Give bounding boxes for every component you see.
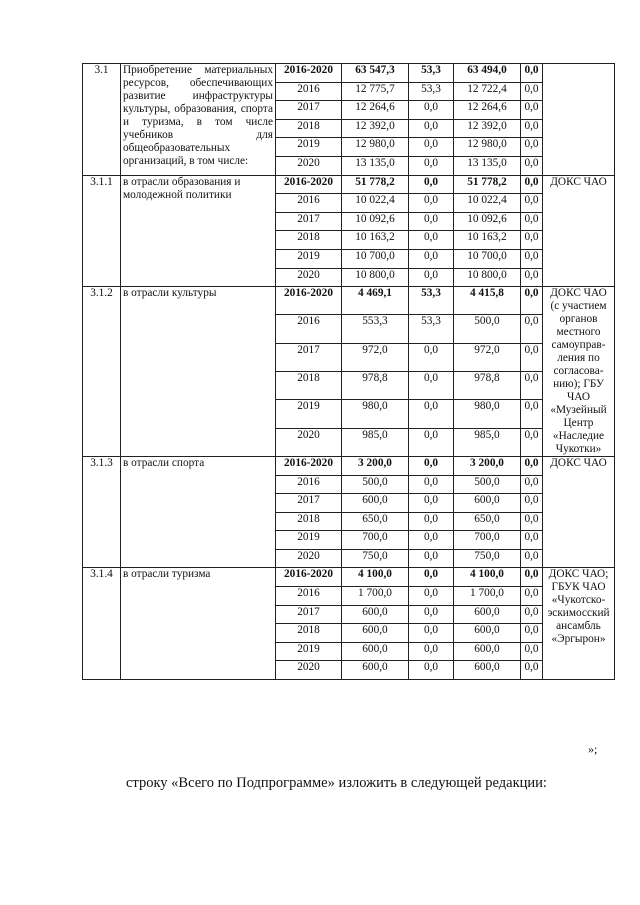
section-name: в отрасли туризма xyxy=(121,568,276,680)
federal-cell: 0,0 xyxy=(409,249,454,268)
other-cell: 0,0 xyxy=(521,494,543,513)
other-cell: 0,0 xyxy=(521,549,543,568)
regional-cell: 10 800,0 xyxy=(454,268,521,287)
closing-quote: »; xyxy=(588,742,598,756)
federal-cell: 0,0 xyxy=(409,138,454,157)
regional-cell: 12 722,4 xyxy=(454,82,521,101)
total-cell: 12 264,6 xyxy=(342,101,409,120)
regional-cell: 972,0 xyxy=(454,343,521,371)
total-cell: 600,0 xyxy=(342,624,409,643)
total-cell: 10 800,0 xyxy=(342,268,409,287)
year-cell: 2020 xyxy=(276,268,342,287)
table-row xyxy=(83,456,615,475)
total-cell: 600,0 xyxy=(342,494,409,513)
total-cell: 3 200,0 xyxy=(342,456,409,475)
regional-cell: 700,0 xyxy=(454,531,521,550)
regional-cell: 12 980,0 xyxy=(454,138,521,157)
other-cell: 0,0 xyxy=(521,400,543,428)
regional-cell: 4 415,8 xyxy=(454,287,521,315)
regional-cell: 750,0 xyxy=(454,549,521,568)
year-cell: 2016 xyxy=(276,194,342,213)
other-cell: 0,0 xyxy=(521,268,543,287)
other-cell: 0,0 xyxy=(521,605,543,624)
regional-cell: 10 163,2 xyxy=(454,231,521,250)
other-cell: 0,0 xyxy=(521,175,543,194)
total-cell: 4 469,1 xyxy=(342,287,409,315)
other-cell: 0,0 xyxy=(521,287,543,315)
total-cell: 51 778,2 xyxy=(342,175,409,194)
year-cell: 2020 xyxy=(276,428,342,456)
federal-cell: 0,0 xyxy=(409,268,454,287)
federal-cell: 0,0 xyxy=(409,101,454,120)
federal-cell: 53,3 xyxy=(409,287,454,315)
total-cell: 12 392,0 xyxy=(342,119,409,138)
section-number: 3.1.3 xyxy=(83,456,121,568)
regional-cell: 1 700,0 xyxy=(454,587,521,606)
total-cell: 600,0 xyxy=(342,642,409,661)
other-cell: 0,0 xyxy=(521,568,543,587)
other-cell: 0,0 xyxy=(521,82,543,101)
year-cell: 2017 xyxy=(276,212,342,231)
federal-cell: 0,0 xyxy=(409,531,454,550)
year-cell: 2020 xyxy=(276,661,342,680)
section-number: 3.1 xyxy=(83,64,121,176)
other-cell: 0,0 xyxy=(521,119,543,138)
table-row xyxy=(83,64,615,83)
other-cell: 0,0 xyxy=(521,231,543,250)
section-name: Приобретение материальных ресурсов, обеспечивающих развитие инфраструктуры культуры, образования, спорта и туризма, в том числе учебников для общеобразовательных организаций, в том числе: xyxy=(121,64,276,176)
federal-cell: 0,0 xyxy=(409,494,454,513)
year-cell: 2017 xyxy=(276,343,342,371)
budget-table xyxy=(82,63,615,680)
total-cell: 980,0 xyxy=(342,400,409,428)
federal-cell: 0,0 xyxy=(409,372,454,400)
regional-cell: 12 264,6 xyxy=(454,101,521,120)
regional-cell: 10 092,6 xyxy=(454,212,521,231)
regional-cell: 650,0 xyxy=(454,512,521,531)
other-cell: 0,0 xyxy=(521,428,543,456)
federal-cell: 0,0 xyxy=(409,549,454,568)
other-cell: 0,0 xyxy=(521,138,543,157)
other-cell: 0,0 xyxy=(521,512,543,531)
executor-cell: ДОКС ЧАО xyxy=(543,456,615,568)
executor-cell: ДОКС ЧАО; ГБУК ЧАО «Чукотско-эскимосский ансамбль «Эргырон» xyxy=(543,568,615,680)
federal-cell: 0,0 xyxy=(409,475,454,494)
federal-cell: 0,0 xyxy=(409,400,454,428)
federal-cell: 0,0 xyxy=(409,156,454,175)
section-number: 3.1.4 xyxy=(83,568,121,680)
year-cell: 2016 xyxy=(276,475,342,494)
other-cell: 0,0 xyxy=(521,372,543,400)
executor-cell xyxy=(543,64,615,176)
total-cell: 1 700,0 xyxy=(342,587,409,606)
total-cell: 600,0 xyxy=(342,661,409,680)
year-cell: 2018 xyxy=(276,624,342,643)
total-cell: 500,0 xyxy=(342,475,409,494)
executor-cell: ДОКС ЧАО xyxy=(543,175,615,287)
regional-cell: 600,0 xyxy=(454,494,521,513)
federal-cell: 0,0 xyxy=(409,194,454,213)
year-cell: 2018 xyxy=(276,512,342,531)
total-cell: 985,0 xyxy=(342,428,409,456)
year-cell: 2018 xyxy=(276,231,342,250)
regional-cell: 63 494,0 xyxy=(454,64,521,83)
federal-cell: 0,0 xyxy=(409,605,454,624)
other-cell: 0,0 xyxy=(521,315,543,343)
regional-cell: 600,0 xyxy=(454,642,521,661)
year-cell: 2016-2020 xyxy=(276,175,342,194)
federal-cell: 0,0 xyxy=(409,642,454,661)
year-cell: 2020 xyxy=(276,156,342,175)
total-cell: 10 092,6 xyxy=(342,212,409,231)
federal-cell: 0,0 xyxy=(409,456,454,475)
regional-cell: 600,0 xyxy=(454,605,521,624)
year-cell: 2019 xyxy=(276,249,342,268)
total-cell: 10 163,2 xyxy=(342,231,409,250)
year-cell: 2017 xyxy=(276,101,342,120)
regional-cell: 985,0 xyxy=(454,428,521,456)
other-cell: 0,0 xyxy=(521,212,543,231)
table-row xyxy=(83,568,615,587)
federal-cell: 53,3 xyxy=(409,315,454,343)
other-cell: 0,0 xyxy=(521,642,543,661)
federal-cell: 0,0 xyxy=(409,568,454,587)
other-cell: 0,0 xyxy=(521,531,543,550)
other-cell: 0,0 xyxy=(521,64,543,83)
federal-cell: 0,0 xyxy=(409,212,454,231)
year-cell: 2017 xyxy=(276,494,342,513)
section-number: 3.1.2 xyxy=(83,287,121,457)
federal-cell: 0,0 xyxy=(409,343,454,371)
regional-cell: 10 700,0 xyxy=(454,249,521,268)
federal-cell: 0,0 xyxy=(409,624,454,643)
total-cell: 12 775,7 xyxy=(342,82,409,101)
total-cell: 972,0 xyxy=(342,343,409,371)
section-name: в отрасли спорта xyxy=(121,456,276,568)
federal-cell: 0,0 xyxy=(409,512,454,531)
total-cell: 63 547,3 xyxy=(342,64,409,83)
year-cell: 2018 xyxy=(276,372,342,400)
federal-cell: 0,0 xyxy=(409,428,454,456)
total-cell: 553,3 xyxy=(342,315,409,343)
year-cell: 2016 xyxy=(276,587,342,606)
federal-cell: 0,0 xyxy=(409,175,454,194)
federal-cell: 0,0 xyxy=(409,661,454,680)
other-cell: 0,0 xyxy=(521,343,543,371)
other-cell: 0,0 xyxy=(521,156,543,175)
executor-cell: ДОКС ЧАО (с участием органов местного самоуправ-ления по согласова-нию); ГБУ ЧАО «Музейный Центр «Наследие Чукотки» xyxy=(543,287,615,457)
other-cell: 0,0 xyxy=(521,661,543,680)
year-cell: 2019 xyxy=(276,138,342,157)
total-cell: 978,8 xyxy=(342,372,409,400)
federal-cell: 0,0 xyxy=(409,119,454,138)
year-cell: 2018 xyxy=(276,119,342,138)
total-cell: 700,0 xyxy=(342,531,409,550)
other-cell: 0,0 xyxy=(521,101,543,120)
section-name: в отрасли образования и молодежной политики xyxy=(121,175,276,287)
regional-cell: 600,0 xyxy=(454,661,521,680)
year-cell: 2016-2020 xyxy=(276,64,342,83)
regional-cell: 13 135,0 xyxy=(454,156,521,175)
regional-cell: 978,8 xyxy=(454,372,521,400)
federal-cell: 0,0 xyxy=(409,587,454,606)
other-cell: 0,0 xyxy=(521,587,543,606)
year-cell: 2016 xyxy=(276,315,342,343)
instruction-text: строку «Всего по Подпрограмме» изложить в следующей редакции: xyxy=(126,775,547,791)
year-cell: 2017 xyxy=(276,605,342,624)
regional-cell: 980,0 xyxy=(454,400,521,428)
other-cell: 0,0 xyxy=(521,456,543,475)
total-cell: 13 135,0 xyxy=(342,156,409,175)
federal-cell: 53,3 xyxy=(409,82,454,101)
year-cell: 2019 xyxy=(276,531,342,550)
table-row xyxy=(83,175,615,194)
year-cell: 2016-2020 xyxy=(276,456,342,475)
other-cell: 0,0 xyxy=(521,249,543,268)
regional-cell: 600,0 xyxy=(454,624,521,643)
regional-cell: 51 778,2 xyxy=(454,175,521,194)
year-cell: 2016-2020 xyxy=(276,568,342,587)
section-number: 3.1.1 xyxy=(83,175,121,287)
federal-cell: 0,0 xyxy=(409,231,454,250)
other-cell: 0,0 xyxy=(521,475,543,494)
regional-cell: 3 200,0 xyxy=(454,456,521,475)
year-cell: 2016-2020 xyxy=(276,287,342,315)
total-cell: 10 700,0 xyxy=(342,249,409,268)
regional-cell: 500,0 xyxy=(454,315,521,343)
year-cell: 2019 xyxy=(276,642,342,661)
regional-cell: 12 392,0 xyxy=(454,119,521,138)
total-cell: 10 022,4 xyxy=(342,194,409,213)
regional-cell: 4 100,0 xyxy=(454,568,521,587)
regional-cell: 500,0 xyxy=(454,475,521,494)
year-cell: 2019 xyxy=(276,400,342,428)
section-name: в отрасли культуры xyxy=(121,287,276,457)
year-cell: 2020 xyxy=(276,549,342,568)
other-cell: 0,0 xyxy=(521,624,543,643)
total-cell: 650,0 xyxy=(342,512,409,531)
year-cell: 2016 xyxy=(276,82,342,101)
total-cell: 12 980,0 xyxy=(342,138,409,157)
table-row xyxy=(83,287,615,315)
total-cell: 750,0 xyxy=(342,549,409,568)
other-cell: 0,0 xyxy=(521,194,543,213)
regional-cell: 10 022,4 xyxy=(454,194,521,213)
total-cell: 4 100,0 xyxy=(342,568,409,587)
total-cell: 600,0 xyxy=(342,605,409,624)
federal-cell: 53,3 xyxy=(409,64,454,83)
